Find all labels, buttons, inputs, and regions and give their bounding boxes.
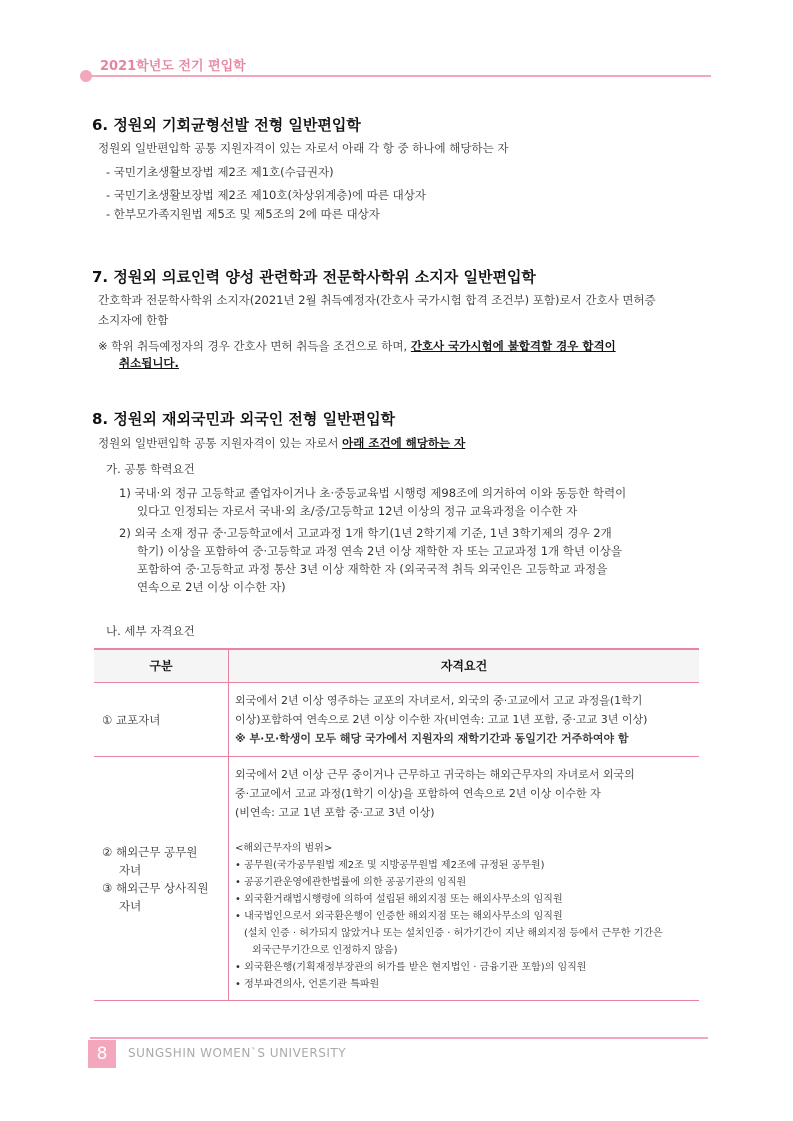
section-7-note-emphasis-2: 취소됩니다. [119, 356, 179, 370]
section-6-item: - 한부모가족지원법 제5조 및 제5조의 2에 따른 대상자 [106, 207, 380, 221]
row-2-line3: (비연속: 고교 1년 포함 중·고교 3년 이상) [235, 806, 435, 819]
table-bottom-border [94, 1000, 699, 1001]
header-divider [90, 75, 711, 77]
section-8-title: 8. 정원외 재외국민과 외국인 전형 일반편입학 [92, 410, 396, 428]
row-3-category: ③ 해외근무 상사직원 [102, 881, 209, 895]
section-6-item: - 국민기초생활보장법 제2조 제1호(수급권자) [106, 165, 334, 179]
table-column-divider [228, 650, 229, 1000]
page-header-title: 2021학년도 전기 편입학 [100, 59, 246, 74]
section-8-intro-text: 정원외 일반편입학 공통 지원자격이 있는 자로서 [98, 436, 343, 450]
overseas-range-item: • 공공기관운영에관한법률에 의한 공공기관의 임직원 [235, 877, 467, 888]
section-8-sub-a: 가. 공통 학력요건 [106, 462, 195, 476]
requirement-1-line2: 있다고 인정되는 자로서 국내·외 초/중/고등학교 12년 이상의 정규 교육과정을 이수한 자 [137, 504, 578, 518]
section-7-note-text: ※ 학위 취득예정자의 경우 간호사 면허 취득을 조건으로 하며, [98, 339, 411, 353]
overseas-range-item: • 정부파견의사, 언론기관 특파원 [235, 979, 380, 990]
table-header-divider [94, 682, 699, 683]
row-3-category-cont: 자녀 [119, 899, 142, 913]
row-1-line1: 외국에서 2년 이상 영주하는 교포의 자녀로서, 외국의 중·고교에서 고교 과정을(1학기 [235, 694, 643, 707]
page-number: 8 [88, 1040, 116, 1068]
table-header-category: 구분 [149, 659, 173, 673]
row-1-line2: 이상)포함하여 연속으로 2년 이상 이수한 자(비연속: 고교 1년 포함, 중·고교 3년 이상) [235, 713, 648, 726]
section-6-title: 6. 정원외 기회균형선발 전형 일반편입학 [92, 116, 361, 134]
overseas-range-item-note: (설치 인증 · 허가되지 않았거나 또는 설치인증 · 허가기간이 지난 해외지점 등에서 근무한 기간은 [244, 928, 663, 939]
requirement-2-line2: 학기) 이상을 포함하여 중·고등학교 과정 연속 2년 이상 재학한 자 또는 고교과정 1개 학년 이상을 [137, 544, 622, 558]
overseas-range-item: • 공무원(국가공무원법 제2조 및 지방공무원법 제2조에 규정된 공무원) [235, 860, 545, 871]
section-7-body-line2: 소지자에 한함 [98, 313, 169, 327]
section-6-item: - 국민기초생활보장법 제2조 제10호(차상위계층)에 따른 대상자 [106, 188, 426, 202]
section-8-intro [98, 436, 465, 451]
row-2-category: ② 해외근무 공무원 [102, 845, 198, 859]
row-2-category-cont: 자녀 [119, 863, 142, 877]
section-7-body-line1: 간호학과 전문학사학위 소지자(2021년 2월 취득예정자(간호사 국가시험 합격 조건부) 포함)로서 간호사 면허증 [98, 293, 656, 307]
overseas-range-title: <해외근무자의 범위> [235, 843, 333, 854]
university-name: SUNGSHIN WOMEN`S UNIVERSITY [128, 1046, 347, 1060]
row-1-category: ① 교포자녀 [102, 713, 161, 727]
row-1-note: ※ 부·모·학생이 모두 해당 국가에서 지원자의 재학기간과 동일기간 거주하여야 함 [235, 732, 629, 745]
overseas-range-item-note-cont: 외국근무기간으로 인정하지 않음) [252, 945, 398, 956]
requirement-1-line1: 1) 국내·외 정규 고등학교 졸업자이거나 초·중등교육법 시행령 제98조에 의거하여 이와 동등한 학력이 [119, 486, 627, 500]
row-2-line2: 중·고교에서 고교 과정(1학기 이상)을 포함하여 연속으로 2년 이상 이수한 자 [235, 787, 601, 800]
table-header-row [94, 650, 699, 682]
table-row-divider [94, 756, 699, 757]
section-8-intro-emphasis: 아래 조건에 해당하는 자 [342, 436, 466, 450]
section-7-title: 7. 정원외 의료인력 양성 관련학과 전문학사학위 소지자 일반편입학 [92, 268, 536, 286]
table-header-requirement: 자격요건 [440, 659, 488, 673]
overseas-range-item: • 내국법인으로서 외국환은행이 인증한 해외지점 또는 해외사무소의 임직원 [235, 911, 563, 922]
section-7-note-emphasis: 간호사 국가시험에 불합격할 경우 합격이 [410, 339, 616, 353]
overseas-range-item: • 외국환은행(기획재정부장관의 허가를 받은 현지법인 · 금융기관 포함)의 임직원 [235, 962, 587, 973]
requirement-2-line1: 2) 외국 소재 정규 중·고등학교에서 고교과정 1개 학기(1년 2학기제 기준, 1년 3학기제의 경우 2개 [119, 526, 612, 540]
footer-divider [90, 1037, 708, 1039]
section-8-sub-b: 나. 세부 자격요건 [106, 624, 195, 638]
section-7-note [98, 339, 616, 354]
overseas-range-item: • 외국환거래법시행령에 의하여 설립된 해외지점 또는 해외사무소의 임직원 [235, 894, 563, 905]
requirement-2-line3: 포함하여 중·고등학교 과정 통산 3년 이상 재학한 자 (외국국적 취득 외국인은 고등학교 과정을 [137, 562, 608, 576]
section-6-intro: 정원외 일반편입학 공통 지원자격이 있는 자로서 아래 각 항 중 하나에 해당하는 자 [98, 141, 509, 155]
requirement-2-line4: 연속으로 2년 이상 이수한 자) [137, 580, 286, 594]
row-2-line1: 외국에서 2년 이상 근무 중이거나 근무하고 귀국하는 해외근무자의 자녀로서 외국의 [235, 768, 635, 781]
